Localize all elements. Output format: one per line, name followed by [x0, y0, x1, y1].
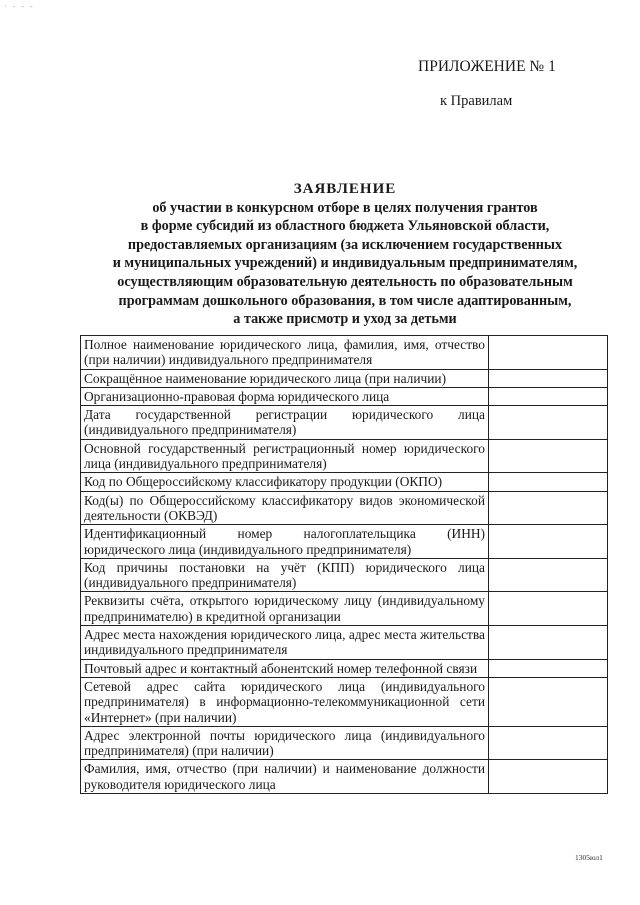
- field-value-head[interactable]: [489, 760, 608, 794]
- field-label-website: Сетевой адрес сайта юридического лица (индивидуального предпринимателя) в информационно-телекоммуникационной сети «Интернет» (при наличии): [81, 677, 489, 726]
- heading-line: и муниципальных учреждений) и индивидуальным предпринимателям,: [112, 255, 578, 272]
- appendix-reference: к Правилам: [440, 93, 513, 109]
- table-row: [81, 558, 608, 592]
- field-value-website[interactable]: [489, 677, 608, 726]
- table-row: [81, 592, 608, 626]
- field-value-inn[interactable]: [489, 525, 608, 559]
- table-row: [81, 439, 608, 473]
- scan-corner-mark: · - - -: [4, 2, 35, 11]
- field-value-email[interactable]: [489, 726, 608, 760]
- field-label-postal-phone: Почтовый адрес и контактный абонентский номер телефонной связи: [81, 659, 489, 677]
- field-label-full-name: Полное наименование юридического лица, фамилия, имя, отчество (при наличии) индивидуального предпринимателя: [81, 336, 489, 370]
- field-label-kpp: Код причины постановки на учёт (КПП) юридического лица (индивидуального предпринимателя): [81, 558, 489, 592]
- table-row: [81, 626, 608, 660]
- field-label-inn: Идентификационный номер налогоплательщика (ИНН) юридического лица (индивидуального предпринимателя): [81, 525, 489, 559]
- table-row: [81, 369, 608, 387]
- field-value-full-name[interactable]: [489, 336, 608, 370]
- field-value-okved[interactable]: [489, 491, 608, 525]
- appendix-number: ПРИЛОЖЕНИЕ № 1: [418, 58, 556, 75]
- table-row: [81, 525, 608, 559]
- table-row: [81, 760, 608, 794]
- field-label-short-name: Сокращённое наименование юридического лица (при наличии): [81, 369, 489, 387]
- field-label-okpo: Код по Общероссийскому классификатору продукции (ОКПО): [81, 473, 489, 491]
- document-title: ЗАЯВЛЕНИЕ: [293, 181, 397, 197]
- table-row: [81, 406, 608, 440]
- heading-line: программам дошкольного образования, в том числе адаптированным,: [118, 292, 572, 309]
- heading-line: об участии в конкурсном отборе в целях получения грантов: [152, 199, 538, 216]
- field-value-registration-date[interactable]: [489, 406, 608, 440]
- field-value-address[interactable]: [489, 626, 608, 660]
- heading-line: а также присмотр и уход за детьми: [233, 311, 457, 328]
- field-value-bank-details[interactable]: [489, 592, 608, 626]
- field-label-ogrn: Основной государственный регистрационный номер юридического лица (индивидуального предпринимателя): [81, 439, 489, 473]
- field-label-registration-date: Дата государственной регистрации юридического лица (индивидуального предпринимателя): [81, 406, 489, 440]
- table-row: [81, 659, 608, 677]
- document-code: 1305юл1: [575, 853, 603, 862]
- table-row: [81, 473, 608, 491]
- field-value-okpo[interactable]: [489, 473, 608, 491]
- field-label-address: Адрес места нахождения юридического лица, адрес места жительства индивидуального предпринимателя: [81, 626, 489, 660]
- heading-line: осуществляющим образовательную деятельность по образовательным: [117, 273, 573, 290]
- document-heading: [60, 180, 630, 329]
- field-value-legal-form[interactable]: [489, 387, 608, 405]
- field-value-kpp[interactable]: [489, 558, 608, 592]
- field-label-okved: Код(ы) по Общероссийскому классификатору видов экономической деятельности (ОКВЭД): [81, 491, 489, 525]
- table-row: [81, 336, 608, 370]
- application-form-table: [80, 335, 608, 794]
- field-label-head: Фамилия, имя, отчество (при наличии) и наименование должности руководителя юридического лица: [81, 760, 489, 794]
- table-row: [81, 491, 608, 525]
- heading-line: предоставляемых организациям (за исключением государственных: [127, 236, 563, 253]
- field-value-ogrn[interactable]: [489, 439, 608, 473]
- table-row: [81, 726, 608, 760]
- field-label-bank-details: Реквизиты счёта, открытого юридическому лицу (индивидуальному предпринимателю) в кредитной организации: [81, 592, 489, 626]
- heading-line: в форме субсидий из областного бюджета Ульяновской области,: [140, 218, 550, 235]
- table-row: [81, 677, 608, 726]
- table-row: [81, 387, 608, 405]
- field-value-short-name[interactable]: [489, 369, 608, 387]
- field-label-legal-form: Организационно-правовая форма юридического лица: [81, 387, 489, 405]
- field-value-postal-phone[interactable]: [489, 659, 608, 677]
- field-label-email: Адрес электронной почты юридического лица (индивидуального предпринимателя) (при наличии): [81, 726, 489, 760]
